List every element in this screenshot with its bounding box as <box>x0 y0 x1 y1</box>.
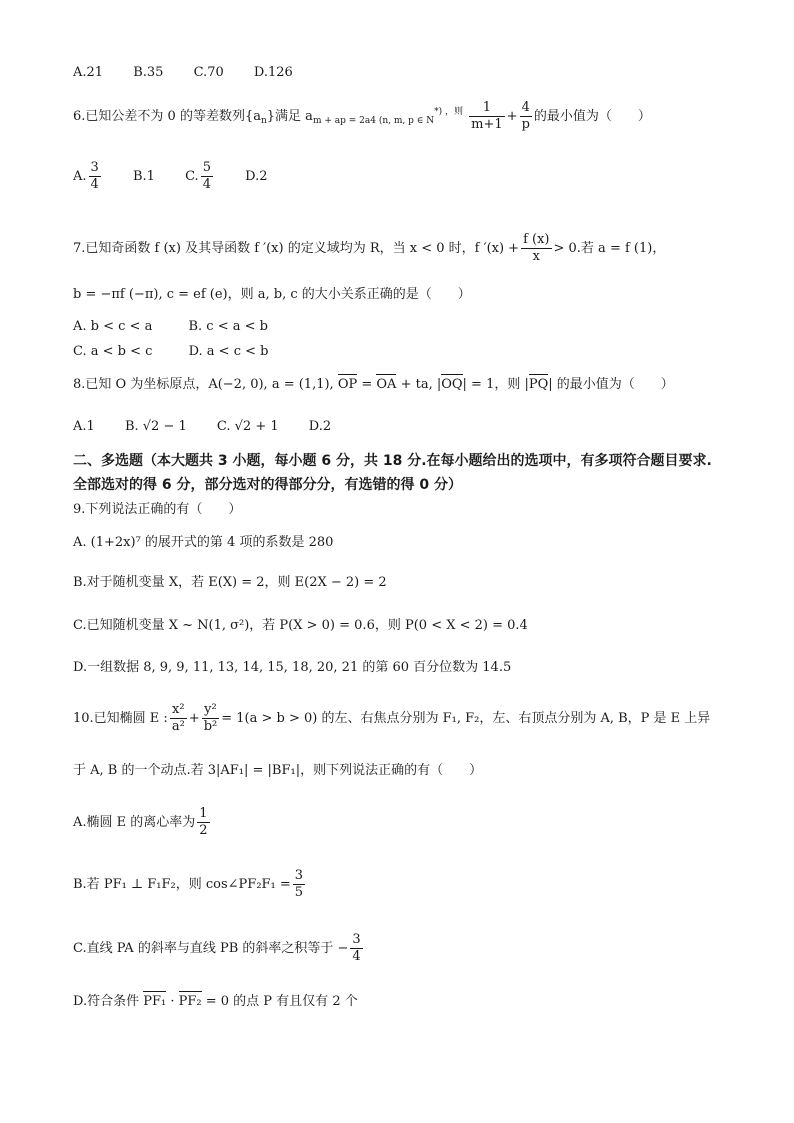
q6-cond4: *) ，则 <box>434 107 464 117</box>
q10-d-vec-pf2: PF₂ <box>178 994 202 1009</box>
q6-suffix: 的最小值为（ ） <box>533 109 651 124</box>
q6-a-den: 4 <box>90 177 99 192</box>
q8-option-c: C. √2 + 1 <box>216 419 279 434</box>
q7-option-c: C. a < b < c <box>73 344 153 359</box>
q9-option-c: C.已知随机变量 X ~ N(1, σ²)，若 P(X > 0) = 0.6，则 P(0 < X < 2) = 0.4 <box>73 618 528 633</box>
q6-f1-num: 1 <box>469 100 505 117</box>
q6-f1-den: m+1 <box>471 117 503 132</box>
q10-stem-line1 <box>73 702 710 735</box>
q5-option-c: C.70 <box>193 65 224 80</box>
q10-option-c <box>73 932 365 965</box>
q10-b-text: B.若 PF₁ ⊥ F₁F₂，则 cos∠PF₂F₁ = <box>73 877 291 892</box>
q7-options-row2 <box>73 343 294 361</box>
q6-a-num: 3 <box>90 160 99 175</box>
q10-d-dot: · <box>166 994 179 1009</box>
q10-c-num: 3 <box>352 932 361 947</box>
q7-option-d: D. a < c < b <box>188 344 269 359</box>
q6-f2-num: 4 <box>520 100 532 117</box>
q7-option-b: B. c < a < b <box>188 319 268 334</box>
q10-c-frac <box>350 932 362 965</box>
q5-option-b: B.35 <box>133 65 164 80</box>
q10-b-den: 5 <box>294 885 304 900</box>
q8-vec-op: OP <box>337 377 358 392</box>
section2-heading: 二、多选题（本大题共 3 小题，每小题 6 分，共 18 分.在每小题给出的选项中，有多项符合题目要求.全部选对的得 6 分，部分选对的得部分分，有选错的得 0 分） <box>73 453 712 493</box>
q6-seq: {a <box>244 109 261 124</box>
q10-a-text: A.椭圆 E 的离心率为 <box>73 815 196 830</box>
q6-option-c <box>185 160 215 193</box>
q10-d-vec-pf1: PF₁ <box>143 994 167 1009</box>
q10-fraction-2 <box>202 702 220 735</box>
q7-frac-num: f (x) <box>523 232 550 247</box>
q10-prefix: 10.已知椭圆 E : <box>73 711 168 726</box>
q8-text-a: 8.已知 O 为坐标原点，A(−2, 0), a = (1,1), <box>73 377 338 392</box>
q7-frac-den: x <box>532 249 540 264</box>
q8-suffix: | 的最小值为（ ） <box>548 377 674 392</box>
q10-f2-den: b² <box>203 719 218 734</box>
q6-cond: m + a <box>312 116 341 126</box>
q8-vec-pq: PQ <box>528 377 549 392</box>
q10-f1-den: a² <box>171 719 185 734</box>
q6-options <box>73 160 293 193</box>
q7-line1-b: > 0.若 a = f (1)， <box>553 241 666 256</box>
q8-plus-ta: + ta, | <box>396 377 442 392</box>
q6-c-den: 4 <box>202 177 211 192</box>
q8-option-b: B. √2 − 1 <box>124 419 187 434</box>
q7-stem-line1 <box>73 232 665 265</box>
q9-stem: 9.下列说法正确的有（ ） <box>73 502 242 517</box>
q10-f2-num: y² <box>202 702 220 719</box>
q10-a-frac <box>197 806 209 839</box>
q9-option-d: D.一组数据 8, 9, 9, 11, 13, 14, 15, 18, 20, 21 的第 60 百分位数为 14.5 <box>73 660 512 675</box>
q6-fraction-1 <box>469 100 505 133</box>
q6-fraction-2 <box>520 100 532 133</box>
q7-fraction <box>521 232 551 265</box>
q6-option-c-label: C. <box>185 169 199 184</box>
q6-prefix: 6.已知公差不为 0 的等差数列 <box>73 109 245 124</box>
q6-plus: + <box>506 109 518 124</box>
q7-stem-line2: b = −πf (−π), c = ef (e)，则 a, b, c 的大小关系正确的是（ ） <box>73 287 471 302</box>
q10-b-frac <box>293 868 305 901</box>
q7-option-a: A. b < c < a <box>73 319 153 334</box>
q6-option-a-frac <box>89 160 101 193</box>
q10-fraction-1 <box>170 702 187 735</box>
q7-line1-a: 7.已知奇函数 f (x) 及其导函数 f ′(x) 的定义域均为 R，当 x < 0 时，f ′(x) + <box>73 241 520 256</box>
q9-option-b: B.对于随机变量 X，若 E(X) = 2，则 E(2X − 2) = 2 <box>73 575 387 590</box>
q6-option-c-frac <box>201 160 213 193</box>
q5-option-a: A.21 <box>73 65 104 80</box>
q8-vec-oq: OQ <box>441 377 463 392</box>
q6-mid: }满足 a <box>266 109 313 124</box>
q10-option-b <box>73 868 307 901</box>
q6-cond3: 4 (n, m, p ∈ N <box>370 116 435 126</box>
q10-option-a <box>73 806 212 839</box>
q10-plus: + <box>188 711 200 726</box>
q6-f2-den: p <box>521 117 530 132</box>
q10-c-text: C.直线 PA 的斜率与直线 PB 的斜率之积等于 − <box>73 941 349 956</box>
q8-option-a: A.1 <box>73 419 95 434</box>
q8-eq: = <box>357 377 377 392</box>
q5-option-d: D.126 <box>253 65 293 80</box>
q8-vec-oa: OA <box>376 377 397 392</box>
q6-option-b: B.1 <box>132 169 155 184</box>
q6-option-a-label: A. <box>73 169 87 184</box>
q8-options <box>73 418 357 436</box>
q10-a-den: 2 <box>199 823 208 838</box>
q10-a-num: 1 <box>199 806 208 821</box>
q5-options <box>73 64 319 82</box>
q6-cond2: p = 2a <box>340 116 371 126</box>
q10-option-d <box>73 993 358 1011</box>
q6-stem <box>73 100 651 133</box>
q6-c-num: 5 <box>202 160 211 175</box>
q8-eq1: | = 1，则 | <box>462 377 529 392</box>
q6-option-a <box>73 160 103 193</box>
q10-d-prefix: D.符合条件 <box>73 994 144 1009</box>
q8-option-d: D.2 <box>308 419 332 434</box>
q7-options-row1 <box>73 318 294 336</box>
q10-c-den: 4 <box>352 949 361 964</box>
q10-line1-b: = 1(a > b > 0) 的左、右焦点分别为 F₁, F₂，左、右顶点分别为 A, B，P 是 E 上异 <box>221 711 711 726</box>
q8-stem <box>73 376 674 394</box>
q10-b-num: 3 <box>294 868 304 883</box>
q10-d-suffix: = 0 的点 P 有且仅有 2 个 <box>201 994 358 1009</box>
q10-f1-num: x² <box>170 702 187 719</box>
q9-option-a: A. (1+2x)⁷ 的展开式的第 4 项的系数是 280 <box>73 535 334 550</box>
q10-stem-line2: 于 A, B 的一个动点.若 3|AF₁| = |BF₁|，则下列说法正确的有（ ） <box>73 763 483 778</box>
q6-seq-sub: n <box>260 116 267 126</box>
q6-option-d: D.2 <box>245 169 268 184</box>
